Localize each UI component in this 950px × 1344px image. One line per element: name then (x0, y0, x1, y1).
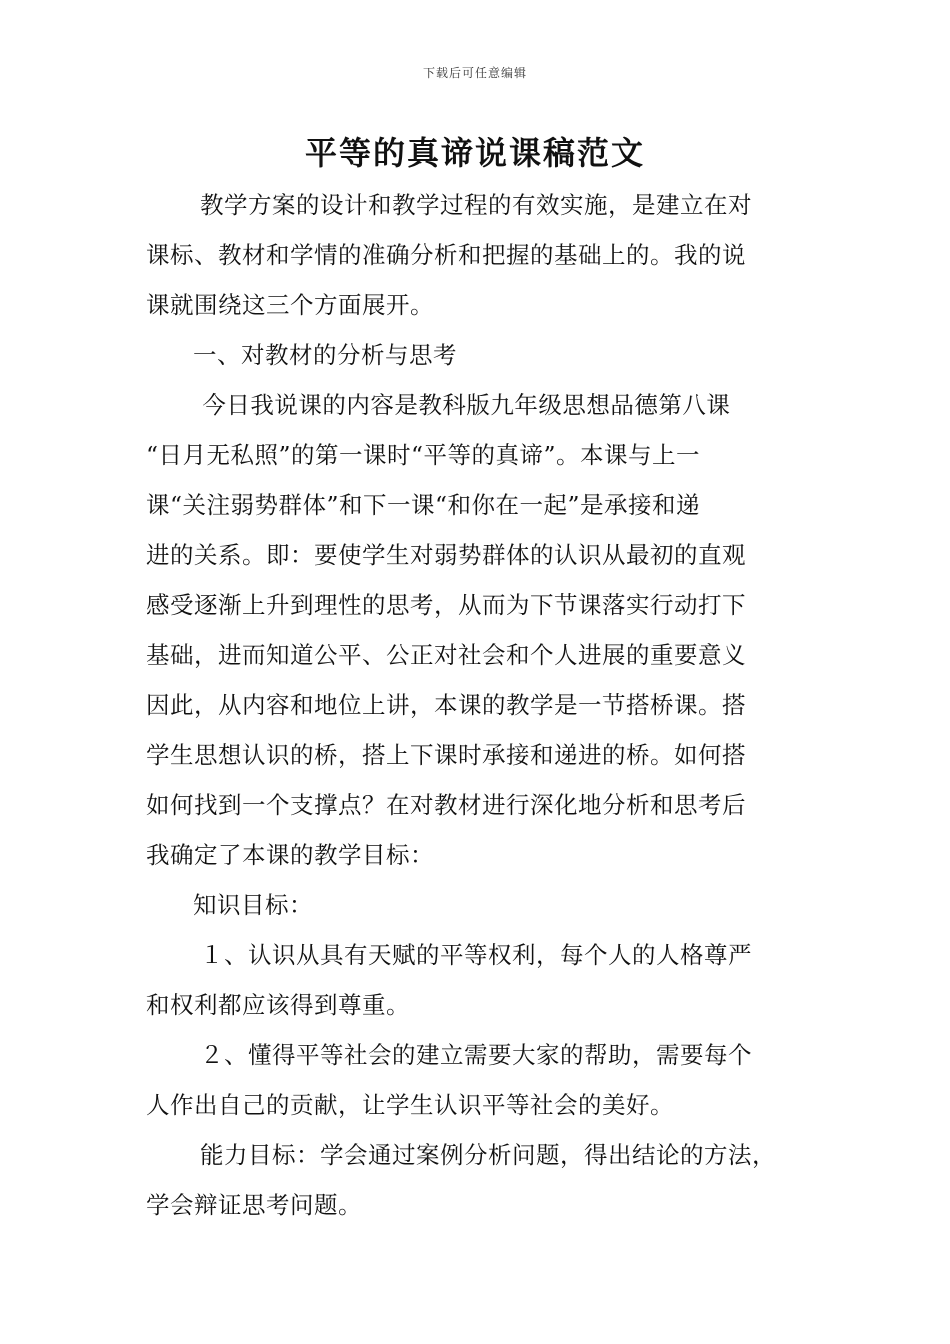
paragraph-line: 感受逐渐上升到理性的思考，从而为下节课落实行动打下 (146, 591, 746, 619)
paragraph-line: 我确定了本课的教学目标： (146, 841, 434, 869)
paragraph-line: 学会辩证思考问题。 (146, 1191, 362, 1219)
paragraph-line: 课标、教材和学情的准确分析和把握的基础上的。我的说 (146, 241, 746, 269)
paragraph-line: “日月无私照”的第一课时“平等的真谛”。本课与上一 (146, 441, 701, 469)
paragraph-line: 人作出自己的贡献，让学生认识平等社会的美好。 (146, 1091, 674, 1119)
paragraph-line: 学生思想认识的桥，搭上下课时承接和递进的桥。如何搭 (146, 741, 746, 769)
paragraph-line: 今日我说课的内容是教科版九年级思想品德第八课 (202, 391, 731, 419)
document-body (146, 180, 826, 1230)
list-item: １、认识从具有天赋的平等权利，每个人的人格尊严 (200, 941, 753, 969)
paragraph-line: 课“关注弱势群体”和下一课“和你在一起”是承接和递 (146, 491, 701, 519)
document-title: 平等的真谛说课稿范文 (304, 134, 645, 172)
paragraph-line: 因此，从内容和地位上讲，本课的教学是一节搭桥课。搭 (146, 691, 746, 719)
paragraph-line: 能力目标：学会通过案例分析问题，得出结论的方法， (200, 1141, 777, 1169)
paragraph-line: 如何找到一个支撑点？在对教材进行深化地分析和思考后 (146, 791, 746, 819)
paragraph-line: 和权利都应该得到尊重。 (146, 991, 410, 1019)
list-item: ２、懂得平等社会的建立需要大家的帮助，需要每个 (200, 1041, 753, 1069)
header-note: 下载后可任意编辑 (422, 66, 527, 80)
paragraph-line: 教学方案的设计和教学过程的有效实施，是建立在对 (200, 191, 753, 219)
paragraph-line: 课就围绕这三个方面展开。 (146, 291, 434, 319)
paragraph-line: 基础，进而知道公平、公正对社会和个人进展的重要意义 (146, 641, 746, 669)
paragraph-line: 进的关系。即：要使学生对弱势群体的认识从最初的直观 (146, 541, 746, 569)
subsection-heading: 知识目标： (193, 891, 313, 919)
section-heading: 一、对教材的分析与思考 (193, 341, 457, 369)
